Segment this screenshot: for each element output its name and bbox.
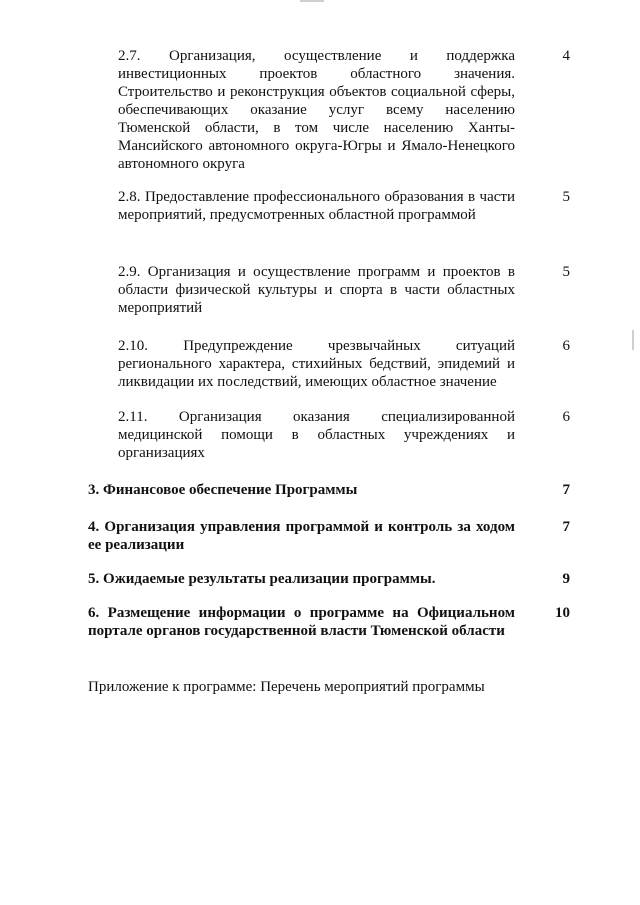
toc-entry-number: 2.8.: [118, 189, 141, 205]
toc-entry-number: 2.9.: [118, 264, 141, 280]
toc-entry-text: [88, 604, 515, 640]
toc-entry-number: 5.: [88, 571, 100, 587]
toc-page-number: 4: [562, 48, 570, 64]
toc-entry-title: Ожидаемые результаты реализации программы.: [103, 571, 436, 587]
toc-entry-number: 2.10.: [118, 338, 148, 354]
toc-page-number: 9: [562, 571, 570, 587]
toc-entry-number: 6.: [88, 605, 100, 621]
toc-entry-text: [88, 481, 515, 499]
toc-entry-text: [118, 337, 515, 391]
toc-entry-text: [118, 47, 515, 173]
toc-entry-number: 2.7.: [118, 48, 141, 64]
toc-entry-title: Организация управления программой и контроль за ходом ее реализации: [88, 519, 516, 553]
toc-entry-text: [88, 518, 515, 554]
toc-page-number: 6: [562, 338, 570, 354]
scan-artifact-right: [632, 330, 634, 350]
toc-entry-number: 4.: [88, 519, 100, 535]
toc-entry-text: [88, 570, 515, 588]
toc-entry-title: Организация, осуществление и поддержка инвестиционных проектов областного значения. Строительство и реконструкция объектов социальной сферы, обеспечивающих оказание услуг всему населению Тюменской области, в том числе населению Ханты-Мансийского автономного округа-Югры и Ямало-Ненецкого автономного округа: [118, 48, 516, 172]
toc-page-number: 6: [562, 409, 570, 425]
toc-entry-title: Предоставление профессионального образования в части мероприятий, предусмотренных областной программой: [118, 189, 515, 223]
toc-page-number: 5: [562, 189, 570, 205]
toc-entry-text: [118, 408, 515, 462]
toc-entry-title: Финансовое обеспечение Программы: [103, 482, 358, 498]
toc-page-number: 10: [555, 605, 570, 621]
toc-page-number: 5: [562, 264, 570, 280]
appendix-line: Приложение к программе: Перечень мероприятий программы: [88, 679, 485, 695]
toc-entry-text: [118, 188, 515, 224]
toc-entry-title: Размещение информации о программе на Официальном портале органов государственной власти Тюменской области: [88, 605, 516, 639]
toc-entry-title: Предупреждение чрезвычайных ситуаций регионального характера, стихийных бедствий, эпидемий и ликвидации их последствий, имеющих областное значение: [118, 338, 516, 390]
toc-page-number: 7: [562, 519, 570, 535]
toc-entry-number: 2.11.: [118, 409, 148, 425]
toc-entry-title: Организация и осуществление программ и проектов в области физической культуры и спорта в части областных мероприятий: [118, 264, 515, 316]
toc-entry-number: 3.: [88, 482, 100, 498]
toc-entry-title: Организация оказания специализированной медицинской помощи в областных учреждениях и организациях: [118, 409, 515, 461]
toc-page-number: 7: [562, 482, 570, 498]
scan-artifact-top: [300, 0, 324, 2]
toc-entry-text: [118, 263, 515, 317]
